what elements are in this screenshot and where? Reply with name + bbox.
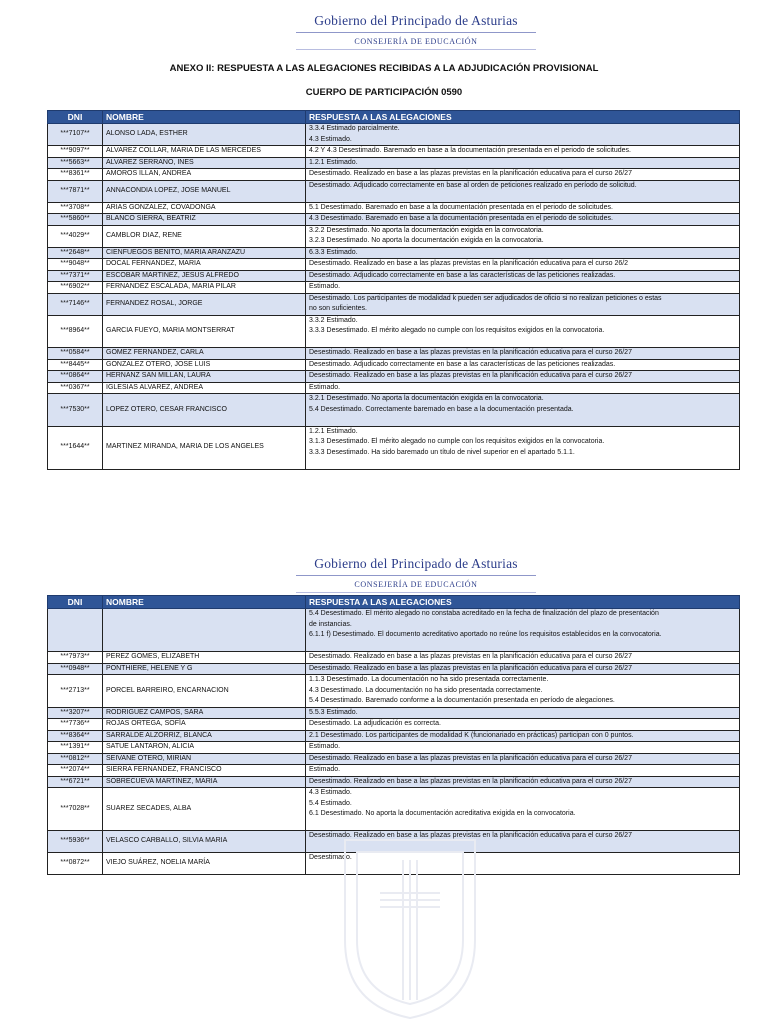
respuesta-line: Desestimado. [309,854,352,861]
respuesta-line: Desestimado. Adjudicado correctamente en base al orden de peticiones realizado en período de solicitud. [309,181,637,189]
nombre-cell: SEIVANE OTERO, MIRIAN [103,753,306,765]
document-subtitle: CUERPO DE PARTICIPACIÓN 0590 [305,87,463,98]
nombre-cell: GONZALEZ OTERO, JOSE LUIS [103,359,306,371]
respuesta-line: Desestimado. La adjudicación es correcta. [309,720,441,727]
dni-cell: ***7146** [48,293,103,315]
respuesta-line [309,337,736,348]
dni-cell: ***9048** [48,259,103,271]
respuesta-cell [306,359,740,371]
dni-cell: ***0812** [48,753,103,765]
table-row [48,788,740,831]
respuesta-line: Desestimado. Realizado en base a las plazas previstas en la planificación educativa para el curso 26/27 [309,653,632,660]
nombre-cell: ALVAREZ COLLAR, MARIA DE LAS MERCEDES [103,146,306,158]
respuesta-cell [306,382,740,394]
respuesta-line: Desestimado. Realizado en base a las plazas previstas en la planificación educativa para el curso 26/27 [309,664,632,672]
nombre-cell: SATUE LANTARON, ALICIA [103,742,306,754]
column-header-nombre: NOMBRE [103,596,306,609]
respuesta-cell [306,753,740,765]
page-header-1 [296,13,536,50]
dni-cell: ***3708** [48,202,103,214]
nombre-cell: ALVAREZ SERRANO, INES [103,157,306,169]
nombre-cell: RODRIGUEZ CAMPOS, SARA [103,707,306,719]
table-row [48,742,740,754]
dni-cell [48,609,103,652]
respuesta-cell [306,371,740,383]
respuesta-line: Desestimado. Realizado en base a las plazas previstas en la planificación educativa para el curso 26/27 [309,170,632,177]
department-name: CONSEJERÍA DE EDUCACIÓN [354,580,478,589]
nombre-cell: SUAREZ SECADES, ALBA [103,788,306,831]
respuesta-cell [306,394,740,427]
table-row [48,359,740,371]
nombre-cell: FERNANDEZ ESCALADA, MARIA PILAR [103,282,306,294]
dni-cell: ***7028** [48,788,103,831]
respuesta-cell [306,426,740,469]
table-row [48,753,740,765]
nombre-cell: AMOROS ILLAN, ANDREA [103,169,306,181]
respuesta-line: 5.1 Desestimado. Baremado en base a la documentación presentada en el periodo de solicitudes. [309,203,613,211]
respuesta-cell [306,707,740,719]
table-header-row [48,111,740,124]
respuesta-cell [306,180,740,202]
respuesta-line [309,458,736,469]
respuesta-line: 6.1.1 f) Desestimado. El documento acreditativo aportado no reúne los requisitos establecidos en la convocatoria. [309,631,662,638]
nombre-cell: ROJAS ORTEGA, SOFÍA [103,719,306,731]
respuesta-line: Desestimado. Adjudicado correctamente en base a las características de las peticiones realizadas. [309,360,616,368]
dni-cell: ***7371** [48,270,103,282]
table-row [48,730,740,742]
header-divider [296,575,536,576]
respuesta-line: 2.1 Desestimado. Los participantes de modalidad K (funcionariado en prácticas) participan con 0 puntos. [309,731,634,739]
respuesta-line: 3.3.3 Desestimado. Ha sido baremado un título de nivel superior en el apartado 5.1.1. [309,448,575,456]
table-row [48,202,740,214]
table-row [48,293,740,315]
respuesta-cell [306,124,740,146]
nombre-cell: GARCIA FUEYO, MARIA MONTSERRAT [103,315,306,348]
respuesta-line: Desestimado. Los participantes de modalidad k pueden ser adjudicados de oficio si no realizan peticiones o estas [309,294,662,302]
dni-cell: ***0948** [48,663,103,675]
respuesta-cell [306,282,740,294]
header-divider [296,32,536,33]
dni-cell: ***8445** [48,359,103,371]
respuesta-line: Estimado. [309,766,341,773]
dni-cell: ***2074** [48,765,103,777]
nombre-cell: PONTHIERE, HELENE Y G [103,663,306,675]
respuesta-line [309,820,736,831]
respuesta-cell [306,214,740,226]
respuesta-line: 4.3 Estimado. [309,789,352,796]
respuesta-cell [306,719,740,731]
watermark-emblem [335,830,485,1020]
document-title: ANEXO II: RESPUESTA A LAS ALEGACIONES RECIBIDAS A LA ADJUDICACIÓN PROVISIONAL [169,63,599,74]
column-header-nombre: NOMBRE [103,111,306,124]
respuesta-line: 4.3 Desestimado. Baremado en base a la documentación presentada en el periodo de solicitudes. [309,215,613,222]
table-row [48,371,740,383]
table-row [48,214,740,226]
nombre-cell: ALONSO LADA, ESTHER [103,124,306,146]
nombre-cell: IGLESIAS ALVAREZ, ANDREA [103,382,306,394]
dni-cell: ***7736** [48,719,103,731]
dni-cell: ***0367** [48,382,103,394]
table-row [48,394,740,427]
nombre-cell: FERNANDEZ ROSAL, JORGE [103,293,306,315]
table-header-row [48,596,740,609]
respuesta-line: 1.2.1 Estimado. [309,158,358,166]
respuesta-line: 3.1.3 Desestimado. El mérito alegado no cumple con los requisitos exigidos en la convocatoria. [309,438,605,445]
table-row [48,776,740,788]
respuesta-cell [306,146,740,158]
respuesta-cell [306,765,740,777]
table-row [48,124,740,146]
table-row [48,247,740,259]
respuesta-cell [306,609,740,652]
dni-cell: ***0872** [48,853,103,875]
respuesta-line: no son suficientes. [309,305,367,312]
table-row [48,707,740,719]
respuesta-line: Desestimado. Adjudicado correctamente en base a las características de las peticiones realizadas. [309,271,616,279]
respuesta-line: 4.3 Desestimado. La documentación no ha sido presentada correctamente. [309,686,543,694]
dni-cell: ***9097** [48,146,103,158]
respuesta-line: 6.3.3 Estimado. [309,248,358,256]
government-name: Gobierno del Principado de Asturias [314,556,518,571]
table-row [48,382,740,394]
table-row [48,652,740,664]
government-name: Gobierno del Principado de Asturias [314,13,518,28]
nombre-cell: SOBRECUEVA MARTINEZ, MARIA [103,776,306,788]
column-header-respuesta: RESPUESTA A LAS ALEGACIONES [306,111,740,124]
nombre-cell: ANNACONDIA LOPEZ, JOSE MANUEL [103,180,306,202]
respuesta-cell [306,742,740,754]
respuesta-cell [306,730,740,742]
respuesta-line: 3.3.3 Desestimado. El mérito alegado no cumple con los requisitos exigidos en la convocatoria. [309,327,605,334]
table-row [48,426,740,469]
table-row [48,225,740,247]
respuesta-line: Estimado. [309,283,341,290]
respuesta-cell [306,652,740,664]
dni-cell: ***7871** [48,180,103,202]
respuesta-line: 5.4 Desestimado. El mérito alegado no constaba acreditado en la fecha de finalización del plazo de presentación [309,610,659,617]
dni-cell: ***7973** [48,652,103,664]
respuesta-line: 5.4 Estimado. [309,799,352,807]
column-header-dni: DNI [48,111,103,124]
respuesta-line [309,641,736,652]
dni-cell: ***0864** [48,371,103,383]
nombre-cell: CAMBLOR DIAZ, RENE [103,225,306,247]
respuesta-line: 3.2.2 Desestimado. No aporta la documentación exigida en la convocatoria. [309,226,544,234]
table-row [48,348,740,360]
nombre-cell: GOMEZ FERNANDEZ, CARLA [103,348,306,360]
respuesta-cell [306,270,740,282]
respuesta-line: 4.2 Y 4.3 Desestimado. Baremado en base a la documentación presentada en el periodo de solicitudes. [309,147,631,154]
respuesta-line: 3.3.4 Estimado parcialmente. [309,125,400,132]
dni-cell: ***5936** [48,831,103,853]
nombre-cell: MARTINEZ MIRANDA, MARIA DE LOS ANGELES [103,426,306,469]
respuesta-cell [306,776,740,788]
respuesta-line: 1.1.3 Desestimado. La documentación no ha sido presentada correctamente. [309,676,549,683]
respuesta-line: Desestimado. Realizado en base a las plazas previstas en la planificación educativa para el curso 26/27 [309,349,632,356]
table-row [48,765,740,777]
respuesta-line: 3.2.3 Desestimado. No aporta la documentación exigida en la convocatoria. [309,237,544,244]
dni-cell: ***4029** [48,225,103,247]
dni-cell: ***0584** [48,348,103,360]
respuesta-line: Desestimado. Realizado en base a las plazas previstas en la planificación educativa para el curso 26/27 [309,372,632,379]
table-row [48,270,740,282]
dni-cell: ***8364** [48,730,103,742]
respuesta-line: 5.5.3 Estimado. [309,708,358,716]
respuesta-line: Desestimado. Realizado en base a las plazas previstas en la planificación educativa para el curso 26/2 [309,260,629,267]
dni-cell: ***1644** [48,426,103,469]
table-row [48,609,740,652]
table-row [48,180,740,202]
table-row [48,663,740,675]
respuesta-line: Desestimado. Realizado en base a las plazas previstas en la planificación educativa para el curso 26/27 [309,832,632,839]
respuesta-line: Estimado. [309,383,341,391]
respuesta-cell [306,788,740,831]
respuesta-cell [306,169,740,181]
nombre-cell: HERNANZ SAN MILLAN, LAURA [103,371,306,383]
table-row [48,282,740,294]
respuesta-line: Desestimado. Realizado en base a las plazas previstas en la planificación educativa para el curso 26/27 [309,777,632,785]
column-header-respuesta: RESPUESTA A LAS ALEGACIONES [306,596,740,609]
respuesta-line: Desestimado. Realizado en base a las plazas previstas en la planificación educativa para el curso 26/27 [309,754,632,762]
respuesta-line: 3.2.1 Desestimado. No aporta la documentación exigida en la convocatoria. [309,395,544,402]
table-row [48,146,740,158]
dni-cell: ***6902** [48,282,103,294]
nombre-cell: SIERRA FERNANDEZ, FRANCISCO [103,765,306,777]
nombre-cell: PORCEL BARREIRO, ENCARNACION [103,675,306,708]
column-header-dni: DNI [48,596,103,609]
dni-cell: ***5860** [48,214,103,226]
table-row [48,169,740,181]
dni-cell: ***1391** [48,742,103,754]
respuesta-line: 5.4 Desestimado. Baremado conforme a la documentación presentada en período de alegaciones. [309,697,615,704]
nombre-cell: VIEJO SUÁREZ, NOELIA MARÍA [103,853,306,875]
respuesta-cell [306,675,740,708]
table-row [48,719,740,731]
respuesta-cell [306,202,740,214]
dni-cell: ***3207** [48,707,103,719]
table-row [48,157,740,169]
respuesta-cell [306,663,740,675]
nombre-cell: SARRALDE ALZORRIZ, BLANCA [103,730,306,742]
dni-cell: ***5663** [48,157,103,169]
dni-cell: ***6721** [48,776,103,788]
respuesta-line: 6.1 Desestimado. No aporta la documentación acreditativa exigida en la convocatoria. [309,810,576,817]
dni-cell: ***2648** [48,247,103,259]
respuesta-line: 4.3 Estimado. [309,135,352,143]
dni-cell: ***7530** [48,394,103,427]
nombre-cell: CIENFUEGOS BENITO, MARIA ARANZAZU [103,247,306,259]
nombre-cell: LOPEZ OTERO, CESAR FRANCISCO [103,394,306,427]
page-header-2 [296,556,536,593]
nombre-cell [103,609,306,652]
nombre-cell: ARIAS GONZALEZ, COVADONGA [103,202,306,214]
respuesta-cell [306,259,740,271]
respuesta-cell [306,157,740,169]
table-row [48,259,740,271]
nombre-cell: VELASCO CARBALLO, SILVIA MARIA [103,831,306,853]
allegations-table-1 [47,110,740,470]
dni-cell: ***2713** [48,675,103,708]
nombre-cell: ESCOBAR MARTINEZ, JESUS ALFREDO [103,270,306,282]
respuesta-line: Estimado. [309,743,341,750]
respuesta-line: de instancias. [309,620,352,628]
header-divider [296,49,536,50]
department-name: CONSEJERÍA DE EDUCACIÓN [354,37,478,46]
respuesta-line: 3.3.2 Estimado. [309,316,358,324]
dni-cell: ***8964** [48,315,103,348]
respuesta-line: 5.4 Desestimado. Correctamente baremado en base a la documentación presentada. [309,405,574,413]
respuesta-cell [306,315,740,348]
respuesta-line [309,191,736,202]
nombre-cell: DOCAL FERNANDEZ, MARIA [103,259,306,271]
respuesta-cell [306,293,740,315]
nombre-cell: BLANCO SIERRA, BEATRIZ [103,214,306,226]
dni-cell: ***8361** [48,169,103,181]
header-divider [296,592,536,593]
respuesta-line: 1.2.1 Estimado. [309,427,358,435]
nombre-cell: PEREZ GOMES, ELIZABETH [103,652,306,664]
respuesta-cell [306,348,740,360]
dni-cell: ***7107** [48,124,103,146]
table-row [48,675,740,708]
respuesta-line [309,415,736,426]
respuesta-cell [306,225,740,247]
respuesta-cell [306,247,740,259]
table-row [48,315,740,348]
